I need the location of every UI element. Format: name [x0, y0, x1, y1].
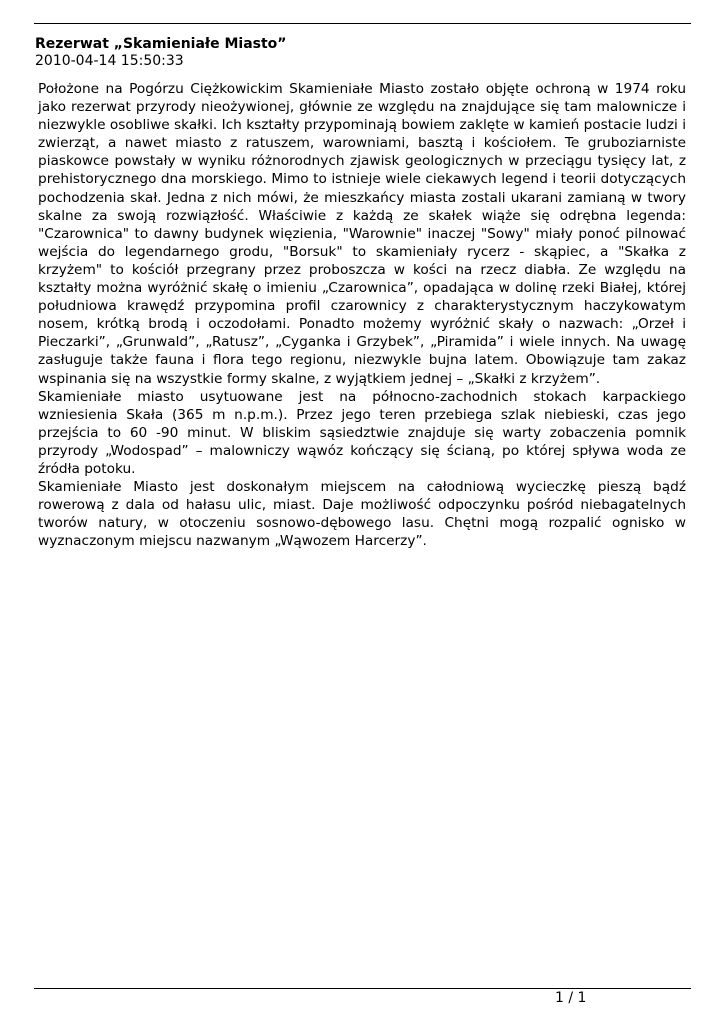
article-body — [38, 80, 686, 550]
article-header — [35, 36, 690, 70]
article-date: 2010-04-14 15:50:33 — [35, 53, 184, 69]
page-number: 1 / 1 — [555, 990, 587, 1006]
article-title: Rezerwat „Skamieniałe Miasto” — [35, 36, 287, 52]
paragraph-3: Skamieniałe Miasto jest doskonałym miejscem na całodniową wycieczkę pieszą bądź rowerową z dala od hałasu ulic, miast. Daje możliwość odpoczynku pośród niebagatelnych tworów natury, w otoczeniu sosnowo-dębowego lasu. Chętni mogą rozpalić ognisko w wyznaczonym miejscu nazwanym „Wąwozem Harcerzy”. — [38, 479, 686, 550]
paragraph-1: Położone na Pogórzu Ciężkowickim Skamieniałe Miasto zostało objęte ochroną w 1974 roku jako rezerwat przyrody nieożywionej, głównie ze względu na znajdujące się tam malownicze i niezwykle osobliwe skałki. Ich kształty przypominają bowiem zaklęte w kamień postacie ludzi i zwierząt, a nawet miasto z ratuszem, warowniami, basztą i kościołem. Te gruboziarniste piaskowce powstały w wyniku różnorodnych zjawisk geologicznych w przeciągu tysięcy lat, z prehistorycznego dna morskiego. Mimo to istnieje wiele ciekawych legend i teorii dotyczących pochodzenia skał. Jedna z nich mówi, że mieszkańcy miasta zostali ukarani zamianą w twory skalne za swoją rozwiązłość. Właściwie z każdą ze skałek wiąże się odrębna legenda: "Czarownica" to dawny budynek więzienia, "Warownie" inaczej "Sowy" miały ponoć pilnować wejścia do legendarnego grodu, "Borsuk" to skamieniały rycerz - skąpiec, a "Skałka z krzyżem" to kościół przegrany przez proboszcza w kości na rzecz diabła. Ze względu na kształty można wyróżnić skałę o imieniu „Czarownica”, opadająca w dolinę rzeki Białej, której południowa krawędź przypomina profil czarownicy z charakterystycznym haczykowatym nosem, krótką brodą i oczodołami. Ponadto możemy wyróżnić skały o nazwach: „Orzeł i Pieczarki”, „Grunwald”, „Ratusz”, „Cyganka i Grzybek”, „Piramida” i wiele innych. Na uwagę zasługuje także fauna i flora tego regionu, niezwykle bujna latem. Obowiązuje tam zakaz wspinania się na wszystkie formy skalne, z wyjątkiem jednej – „Skałki z krzyżem”. — [38, 81, 686, 387]
top-divider — [34, 23, 691, 24]
bottom-divider — [34, 988, 691, 989]
paragraph-2: Skamieniałe miasto usytuowane jest na północno-zachodnich stokach karpackiego wzniesienia Skała (365 m n.p.m.). Przez jego teren przebiega szlak niebieski, czas jego przejścia to 60 -90 minut. W bliskim sąsiedztwie znajduje się warty zobaczenia pomnik przyrody „Wodospad” – malowniczy wąwóz kończący się ścianą, po której spływa woda ze źródła potoku. — [38, 388, 686, 477]
